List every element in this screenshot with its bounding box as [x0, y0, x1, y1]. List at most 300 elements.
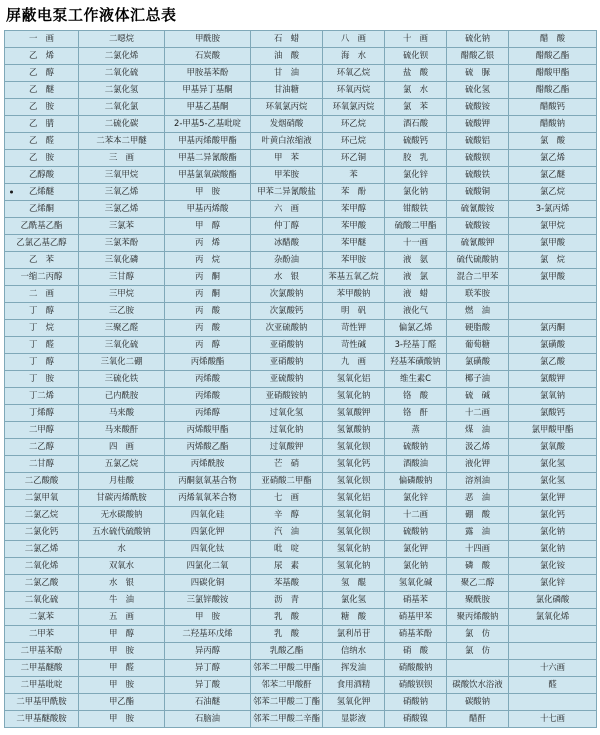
- liquid-name-cell: 苯甲酸: [323, 217, 385, 234]
- liquid-name-cell: 氯化锌: [385, 489, 447, 506]
- liquid-name-cell: 液 氯: [385, 268, 447, 285]
- liquids-table: [4, 30, 597, 728]
- liquid-name-cell: 丙酮氨氧基合物: [165, 472, 251, 489]
- liquid-name-cell: 异丁醇: [165, 659, 251, 676]
- liquid-name-cell: 水 银: [79, 574, 165, 591]
- liquid-name-cell: 四氯化钾: [165, 523, 251, 540]
- liquid-name-cell: 亚硫酸钠: [251, 370, 323, 387]
- liquid-name-cell: 二甲醇: [5, 421, 79, 438]
- liquid-name-cell: 丁 醛: [5, 336, 79, 353]
- liquid-name-cell: 三氯苯酚: [79, 234, 165, 251]
- liquid-name-cell: 乙醇酸: [5, 166, 79, 183]
- liquid-name-cell: 甲酰胺: [165, 30, 251, 47]
- liquid-name-cell: 氯化锌: [385, 166, 447, 183]
- liquid-name-cell: 醋酸乙酯: [509, 47, 597, 64]
- liquid-name-cell: 硫酸钙: [385, 132, 447, 149]
- liquid-name-cell: 氯化钠: [509, 523, 597, 540]
- liquid-name-cell: 偏磷酸钠: [385, 472, 447, 489]
- liquid-name-cell: 环氧乙烷: [323, 64, 385, 81]
- liquid-name-cell: [509, 285, 597, 302]
- table-row: [5, 251, 597, 268]
- table-row: [5, 285, 597, 302]
- liquid-name-cell: 硫酸铝: [447, 132, 509, 149]
- liquid-name-cell: 硫酸钡: [447, 149, 509, 166]
- liquid-name-cell: 露 油: [447, 523, 509, 540]
- liquid-name-cell: 双氧水: [79, 557, 165, 574]
- liquid-name-cell: 甲基异丁基酮: [165, 81, 251, 98]
- liquid-name-cell: 氯化钙: [509, 506, 597, 523]
- liquid-name-cell: 醋酸甲酯: [509, 64, 597, 81]
- liquid-name-cell: 二氯甲氧: [5, 489, 79, 506]
- liquid-name-cell: 次亚硫酸钠: [251, 319, 323, 336]
- liquid-name-cell: 醛: [509, 676, 597, 693]
- table-row: [5, 693, 597, 710]
- liquid-name-cell: 二甲基苯酚: [5, 642, 79, 659]
- liquid-name-cell: 五氯乙烷: [79, 455, 165, 472]
- liquid-name-cell: 氯乙烷: [509, 183, 597, 200]
- liquid-name-cell: 硫 碱: [447, 387, 509, 404]
- table-row: [5, 455, 597, 472]
- liquid-name-cell: 四碳化铜: [165, 574, 251, 591]
- liquid-name-cell: 氯利吊苷: [323, 625, 385, 642]
- liquid-name-cell: 硝酸镍: [385, 710, 447, 727]
- table-row: [5, 625, 597, 642]
- liquid-name-cell: 硝基苯: [385, 591, 447, 608]
- liquid-name-cell: 氢氧化钡: [323, 523, 385, 540]
- liquid-name-cell: 亚硝酸铵钠: [251, 387, 323, 404]
- liquid-name-cell: 氢氰酸钠: [323, 421, 385, 438]
- liquid-name-cell: 二乙醇: [5, 438, 79, 455]
- liquid-name-cell: 仲丁醇: [251, 217, 323, 234]
- liquid-name-cell: 丙 烷: [165, 251, 251, 268]
- liquid-name-cell: 己内酰胺: [79, 387, 165, 404]
- liquid-name-cell: 二羟基环戊烯: [165, 625, 251, 642]
- liquid-name-cell: 硝酸酸钠: [385, 659, 447, 676]
- liquid-name-cell: 乙 醚: [5, 81, 79, 98]
- liquid-name-cell: 氯 仿: [447, 625, 509, 642]
- liquid-name-cell: 甲 苯: [251, 149, 323, 166]
- section-header-cell: 十二画: [385, 506, 447, 523]
- liquid-name-cell: 信纳水: [323, 642, 385, 659]
- liquid-name-cell: 钳酸铁: [385, 200, 447, 217]
- liquid-name-cell: 氯乙酸: [509, 353, 597, 370]
- liquid-name-cell: 氢氧化钾: [323, 693, 385, 710]
- liquid-name-cell: 四氧化钛: [165, 540, 251, 557]
- liquid-name-cell: [509, 693, 597, 710]
- liquid-name-cell: 甲 胺: [79, 710, 165, 727]
- section-header-cell: 九 画: [323, 353, 385, 370]
- liquid-name-cell: 三氯乙烯: [79, 200, 165, 217]
- liquid-name-cell: 丙烯酰胺: [165, 455, 251, 472]
- section-header-cell: 十四画: [447, 540, 509, 557]
- section-header-cell: 十 画: [385, 30, 447, 47]
- liquid-name-cell: 马来酸酐: [79, 421, 165, 438]
- liquid-name-cell: 四氧化硅: [165, 506, 251, 523]
- liquid-name-cell: 丙烯酸乙酯: [165, 438, 251, 455]
- liquid-name-cell: 二氯乙烯: [5, 540, 79, 557]
- liquid-name-cell: 亚硝酸钠: [251, 336, 323, 353]
- liquid-name-cell: 酒酸油: [385, 455, 447, 472]
- liquid-name-cell: 氢氧化铝: [323, 370, 385, 387]
- liquid-name-cell: 醋酸钠: [509, 115, 597, 132]
- liquid-name-cell: 硝基甲苯: [385, 608, 447, 625]
- liquid-name-cell: 硫酸铁: [447, 166, 509, 183]
- liquid-name-cell: 异丁酸: [165, 676, 251, 693]
- liquid-name-cell: 三氯苯: [79, 217, 165, 234]
- liquid-name-cell: 二甲苯: [5, 625, 79, 642]
- liquid-name-cell: 二苯本二甲醚: [79, 132, 165, 149]
- liquid-name-cell: 二氯乙酸: [5, 574, 79, 591]
- section-header-cell: 六 画: [251, 200, 323, 217]
- liquid-name-cell: 硝酸钡钡: [385, 676, 447, 693]
- liquid-name-cell: 邻苯二甲酸二丁酯: [251, 693, 323, 710]
- liquid-name-cell: 糖 酸: [323, 608, 385, 625]
- liquid-name-cell: 氯化钾: [509, 489, 597, 506]
- liquid-name-cell: 石 蜡: [251, 30, 323, 47]
- liquid-name-cell: 醋酸乙酯: [509, 81, 597, 98]
- liquid-name-cell: 葡萄糖: [447, 336, 509, 353]
- liquid-name-cell: 甲 胺: [165, 183, 251, 200]
- liquid-name-cell: 异丙醇: [165, 642, 251, 659]
- liquid-name-cell: 聚乙二醇: [447, 574, 509, 591]
- table-row: [5, 421, 597, 438]
- page-title: 屏蔽电泵工作液体汇总表: [6, 6, 177, 24]
- liquid-name-cell: 二乙酸酸: [5, 472, 79, 489]
- liquid-name-cell: 氯 苯: [385, 98, 447, 115]
- liquid-name-cell: 硫氰酸铵: [447, 200, 509, 217]
- liquid-name-cell: 丙 酮: [165, 268, 251, 285]
- table-row: [5, 506, 597, 523]
- liquid-name-cell: 明 矾: [323, 302, 385, 319]
- liquid-name-cell: 硫酸钠: [385, 438, 447, 455]
- liquid-name-cell: 过氧酸钾: [251, 438, 323, 455]
- liquid-name-cell: 三氧甲烷: [79, 166, 165, 183]
- table-row: [5, 540, 597, 557]
- liquid-name-cell: 三聚乙醛: [79, 319, 165, 336]
- liquid-name-cell: 乳 酸: [251, 608, 323, 625]
- table-row: [5, 115, 597, 132]
- liquid-name-cell: 三甘醇: [79, 268, 165, 285]
- liquid-name-cell: 苛性碱: [323, 336, 385, 353]
- liquid-name-cell: 溶剂油: [447, 472, 509, 489]
- section-header-cell: 三 画: [79, 149, 165, 166]
- liquid-name-cell: 苯 酚: [323, 183, 385, 200]
- liquid-name-cell: 石油醚: [165, 693, 251, 710]
- liquid-name-cell: 乙 醇: [5, 64, 79, 81]
- liquid-name-cell: 氢氧化碱: [385, 574, 447, 591]
- liquid-name-cell: 甲 胺: [165, 608, 251, 625]
- liquid-name-cell: 醋 酸: [509, 30, 597, 47]
- liquid-name-cell: 氯酸钾: [509, 370, 597, 387]
- liquid-name-cell: 三氧乙烯: [79, 183, 165, 200]
- liquid-name-cell: 食用酒精: [323, 676, 385, 693]
- liquid-name-cell: 氯化氢: [509, 472, 597, 489]
- liquid-name-cell: 三氧化磷: [79, 251, 165, 268]
- section-header-cell: 十六画: [509, 659, 597, 676]
- liquid-name-cell: 氯 酸: [509, 132, 597, 149]
- liquid-name-cell: 氢氧化钙: [323, 455, 385, 472]
- table-row: [5, 336, 597, 353]
- liquid-name-cell: 氯化钾: [385, 540, 447, 557]
- table-row: [5, 30, 597, 47]
- liquid-name-cell: 苯甲醇: [323, 200, 385, 217]
- liquid-name-cell: 发烟硝酸: [251, 115, 323, 132]
- table-row: [5, 472, 597, 489]
- liquid-name-cell: 氯甲酸甲酯: [509, 421, 597, 438]
- table-row: [5, 404, 597, 421]
- liquid-name-cell: 碳酸钠: [447, 693, 509, 710]
- table-row: [5, 676, 597, 693]
- liquid-name-cell: 聚酰胺: [447, 591, 509, 608]
- liquid-name-cell: 二氯化烯: [79, 47, 165, 64]
- liquid-name-cell: 氢氧化钠: [323, 540, 385, 557]
- section-header-cell: 五 画: [79, 608, 165, 625]
- liquid-name-cell: 丙烯酸甲酯: [165, 421, 251, 438]
- liquid-name-cell: 汲乙烯: [447, 438, 509, 455]
- liquid-name-cell: 硫 脲: [447, 64, 509, 81]
- liquid-name-cell: 氯氧化烯: [509, 608, 597, 625]
- liquid-name-cell: [509, 302, 597, 319]
- liquid-name-cell: 硬脂酸: [447, 319, 509, 336]
- liquid-name-cell: 苯基酸: [251, 574, 323, 591]
- liquid-name-cell: 煤 油: [447, 421, 509, 438]
- liquid-name-cell: 四氯化二氧: [165, 557, 251, 574]
- liquid-name-cell: 丁 烷: [5, 319, 79, 336]
- liquid-name-cell: 羟基苯磺酸钠: [385, 353, 447, 370]
- liquid-name-cell: 氢氧化钠: [323, 557, 385, 574]
- liquid-name-cell: 苛性钾: [323, 319, 385, 336]
- table-row: [5, 302, 597, 319]
- liquid-name-cell: 二氧化硫: [5, 591, 79, 608]
- liquid-name-cell: 无水碳酸钠: [79, 506, 165, 523]
- liquid-name-cell: 丙 酸: [165, 302, 251, 319]
- table-row: [5, 438, 597, 455]
- liquid-name-cell: 硫氰酸钾: [447, 234, 509, 251]
- liquid-name-cell: 杂酚油: [251, 251, 323, 268]
- table-row: [5, 557, 597, 574]
- liquid-name-cell: 氯化锌: [509, 574, 597, 591]
- liquid-name-cell: 海 水: [323, 47, 385, 64]
- liquid-name-cell: 三氧化硫: [79, 336, 165, 353]
- liquid-name-cell: 乙 烯: [5, 47, 79, 64]
- liquid-name-cell: 甲 醛: [79, 659, 165, 676]
- liquid-name-cell: 苯甲胺: [323, 251, 385, 268]
- liquid-name-cell: 氯化钠: [385, 557, 447, 574]
- liquid-name-cell: 丁 醇: [5, 302, 79, 319]
- liquid-name-cell: 氯磺酸: [509, 336, 597, 353]
- liquid-name-cell: 邻苯二甲酸二甲酯: [251, 659, 323, 676]
- liquid-name-cell: 醋酐: [447, 710, 509, 727]
- liquid-name-cell: 硫酸铵: [447, 98, 509, 115]
- liquid-name-cell: 氯酸钙: [509, 404, 597, 421]
- table-row: [5, 132, 597, 149]
- liquid-name-cell: 甲基氯氧碳酸酯: [165, 166, 251, 183]
- liquid-name-cell: 丙烯酸酯: [165, 353, 251, 370]
- section-header-cell: 十二画: [447, 404, 509, 421]
- liquid-name-cell: 苯: [323, 166, 385, 183]
- table-row: [5, 149, 597, 166]
- liquid-name-cell: 苯甲酸钠: [323, 285, 385, 302]
- liquid-name-cell: 环氧丙烷: [323, 81, 385, 98]
- liquid-name-cell: 联苯胺: [447, 285, 509, 302]
- liquid-name-cell: 甘碳丙烯酰胺: [79, 489, 165, 506]
- liquid-name-cell: 氯甲酸: [509, 268, 597, 285]
- liquid-name-cell: 硫化氢: [447, 81, 509, 98]
- liquid-name-cell: 甲 胺: [79, 676, 165, 693]
- liquid-name-cell: 甲基丙烯酸: [165, 200, 251, 217]
- liquid-name-cell: 硫代硫酸钠: [447, 251, 509, 268]
- liquid-name-cell: 硫化钡: [385, 47, 447, 64]
- liquid-name-cell: 乙 苯: [5, 251, 79, 268]
- liquid-name-cell: 氢氧化钠: [323, 387, 385, 404]
- liquid-name-cell: 叶黄白浓缩液: [251, 132, 323, 149]
- liquid-name-cell: 燃 油: [447, 302, 509, 319]
- liquid-name-cell: 甲乙酯: [79, 693, 165, 710]
- liquid-name-cell: 邻苯二甲酸酐: [251, 676, 323, 693]
- table-body: [5, 30, 597, 727]
- liquid-name-cell: 氯 烷: [509, 251, 597, 268]
- section-header-cell: 四 画: [79, 438, 165, 455]
- liquid-name-cell: 三甲烷: [79, 285, 165, 302]
- liquid-name-cell: 氯磺酸: [447, 353, 509, 370]
- liquid-name-cell: 三硫化铁: [79, 370, 165, 387]
- liquid-name-cell: 2-甲基5-乙基吡啶: [165, 115, 251, 132]
- liquid-name-cell: 3-氯丙烯: [509, 200, 597, 217]
- table-row: [5, 81, 597, 98]
- liquid-name-cell: 氢氧化钡: [323, 472, 385, 489]
- table-row: [5, 608, 597, 625]
- liquid-name-cell: 盐 酸: [385, 64, 447, 81]
- liquid-name-cell: 吡 啶: [251, 540, 323, 557]
- liquid-name-cell: 氯化钠: [385, 183, 447, 200]
- liquid-name-cell: 氯甲酸: [509, 234, 597, 251]
- liquid-name-cell: 石炭酸: [165, 47, 251, 64]
- liquid-name-cell: 丙 酸: [165, 319, 251, 336]
- section-header-cell: 七 画: [251, 489, 323, 506]
- liquid-name-cell: 环乙烷: [323, 115, 385, 132]
- liquid-name-cell: 二甲基醚酸胺: [5, 710, 79, 727]
- liquid-name-cell: 二噁烷: [79, 30, 165, 47]
- bullet-icon: [10, 190, 13, 193]
- liquid-name-cell: 硝 酸: [385, 642, 447, 659]
- table-row: [5, 234, 597, 251]
- table-row: [5, 523, 597, 540]
- liquid-name-cell: 水: [79, 540, 165, 557]
- section-header-cell: 二 画: [5, 285, 79, 302]
- liquid-name-cell: 乙氯乙基乙醇: [5, 234, 79, 251]
- table-row: [5, 370, 597, 387]
- liquid-name-cell: 沥 青: [251, 591, 323, 608]
- liquid-name-cell: 丙烯氧氧苯合物: [165, 489, 251, 506]
- liquid-name-cell: 液化气: [385, 302, 447, 319]
- liquid-name-cell: 甲 胺: [79, 642, 165, 659]
- liquid-name-cell: 酒石酸: [385, 115, 447, 132]
- table-row: [5, 217, 597, 234]
- liquid-name-cell: 月桂酸: [79, 472, 165, 489]
- liquid-name-cell: 碳酸饮水浴液: [447, 676, 509, 693]
- liquid-name-cell: 油 酸: [251, 47, 323, 64]
- liquid-name-cell: 辛 醇: [251, 506, 323, 523]
- liquid-name-cell: 二甲基甲酰胺: [5, 693, 79, 710]
- liquid-name-cell: 醋酸乙银: [447, 47, 509, 64]
- section-header-cell: 一 画: [5, 30, 79, 47]
- liquid-name-cell: 偏氯乙烯: [385, 319, 447, 336]
- liquid-name-cell: 硫酸铜: [447, 183, 509, 200]
- liquid-name-cell: 甲基乙基酮: [165, 98, 251, 115]
- liquid-name-cell: 二氯乙烷: [5, 506, 79, 523]
- liquid-name-cell: 液 蜡: [385, 285, 447, 302]
- liquid-name-cell: 氯化磷酸: [509, 591, 597, 608]
- liquid-name-cell: 丙烯酸: [165, 370, 251, 387]
- liquid-name-cell: 甲基二异氰酸酯: [165, 149, 251, 166]
- liquid-name-cell: 丁二烯: [5, 387, 79, 404]
- liquid-name-cell: 蒸: [385, 421, 447, 438]
- table-row: [5, 47, 597, 64]
- table-row: [5, 353, 597, 370]
- table-row: [5, 98, 597, 115]
- liquid-name-cell: 氢 醌: [323, 574, 385, 591]
- liquid-name-cell: 恶 油: [447, 489, 509, 506]
- liquid-name-cell: 硫酸二甲酯: [385, 217, 447, 234]
- liquid-name-cell: 氯氧酸: [509, 438, 597, 455]
- liquid-name-cell: 苯基五氧乙烷: [323, 268, 385, 285]
- liquid-name-cell: 氯 仿: [447, 642, 509, 659]
- liquid-name-cell: 二甲基醚酸: [5, 659, 79, 676]
- liquid-name-cell: 硫化钠: [447, 30, 509, 47]
- liquid-name-cell: 硼 酸: [447, 506, 509, 523]
- liquid-name-cell: 甲胺基苯酚: [165, 64, 251, 81]
- liquid-name-cell: 氯化钠: [509, 540, 597, 557]
- liquid-name-cell: 环乙铜: [323, 149, 385, 166]
- liquid-name-cell: 丙 酮: [165, 285, 251, 302]
- table-row: [5, 166, 597, 183]
- liquid-name-cell: 氢氧化钡: [323, 438, 385, 455]
- liquid-name-cell: [447, 659, 509, 676]
- liquid-name-cell: 乙 醛: [5, 132, 79, 149]
- liquid-name-cell: [509, 642, 597, 659]
- liquid-name-cell: 环氧氯丙烷: [251, 98, 323, 115]
- liquid-name-cell: 马来酸: [79, 404, 165, 421]
- table-row: [5, 710, 597, 727]
- liquid-name-cell: 丙 醇: [165, 336, 251, 353]
- liquid-name-cell: 二氧化氯: [79, 98, 165, 115]
- liquid-name-cell: 氯丙酮: [509, 319, 597, 336]
- liquid-name-cell: 挥发油: [323, 659, 385, 676]
- liquid-name-cell: 丁 胺: [5, 370, 79, 387]
- liquid-name-cell: 次氯酸钙: [251, 302, 323, 319]
- liquid-name-cell: 二氯苯: [5, 608, 79, 625]
- liquid-name-cell: 苯甲醚: [323, 234, 385, 251]
- table-row: [5, 183, 597, 200]
- liquid-name-cell: 三氯锌酸铵: [165, 591, 251, 608]
- liquid-name-cell: 显影液: [323, 710, 385, 727]
- liquid-name-cell: 甲基丙烯酸甲酯: [165, 132, 251, 149]
- section-header-cell: 十一画: [385, 234, 447, 251]
- liquid-name-cell: 五水硫代硫酸钠: [79, 523, 165, 540]
- liquid-name-cell: 一缩二丙醇: [5, 268, 79, 285]
- liquid-name-cell: 乙 腈: [5, 115, 79, 132]
- section-header-cell: 十七画: [509, 710, 597, 727]
- table-row: [5, 64, 597, 81]
- liquid-name-cell: 乳酸乙酯: [251, 642, 323, 659]
- liquid-name-cell: 三氧化二硼: [79, 353, 165, 370]
- liquid-name-cell: 尿 素: [251, 557, 323, 574]
- liquid-name-cell: 丙 烯: [165, 234, 251, 251]
- liquid-name-cell: 亚硝酸钠: [251, 353, 323, 370]
- liquid-name-cell: 乙酰基乙酯: [5, 217, 79, 234]
- table-row: [5, 268, 597, 285]
- liquid-name-cell: 氢氧化铜: [323, 506, 385, 523]
